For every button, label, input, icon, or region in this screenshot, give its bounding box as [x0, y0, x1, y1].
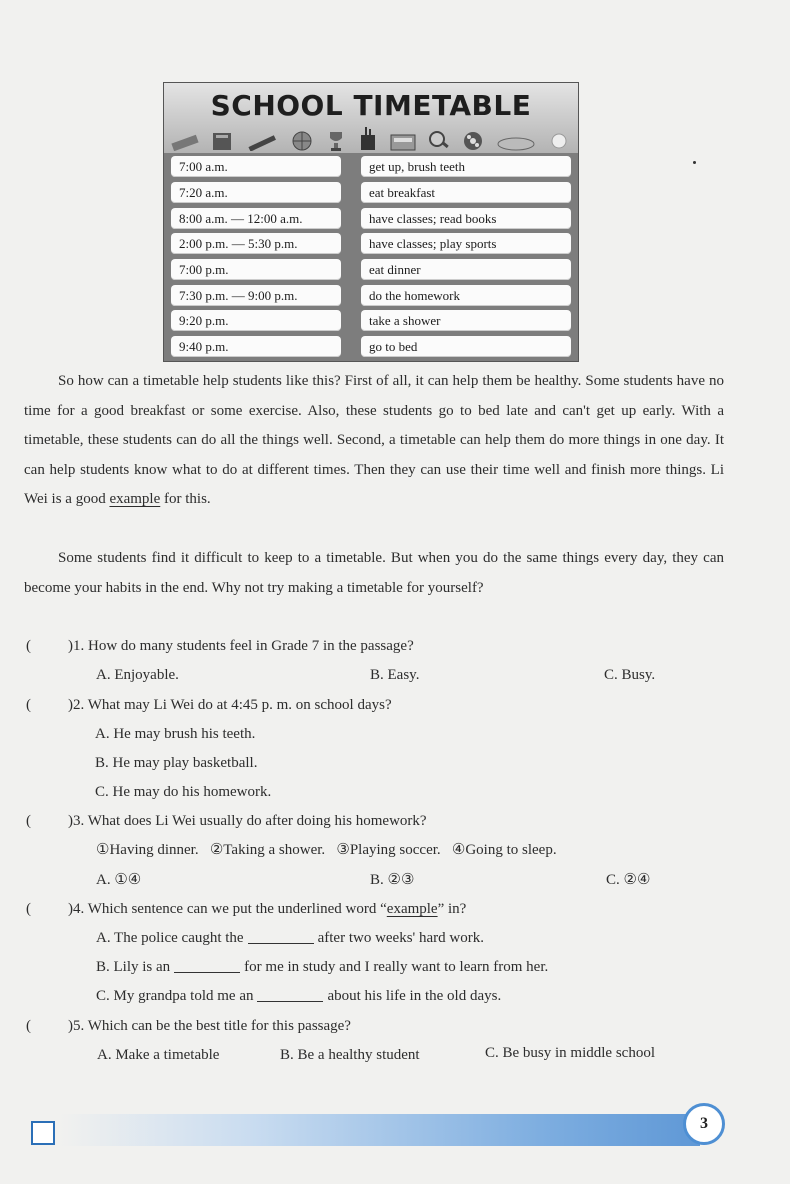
question-text: )5. Which can be the best title for this passage?	[68, 1018, 351, 1034]
activity-cell: do the homework	[361, 285, 571, 306]
option-text: B. Lily is an	[96, 959, 171, 975]
option-text: A. The police caught the	[96, 930, 244, 946]
question-text: )3. What does Li Wei usually do after doing his homework?	[68, 813, 427, 829]
question-text-part: )4. Which sentence can we put the underlined word “	[68, 901, 387, 917]
option-a: A. He may brush his teeth.	[95, 726, 256, 742]
option-b: B. Be a healthy student	[280, 1047, 420, 1063]
option-b: B. Easy.	[370, 667, 420, 683]
fill-in-blank	[248, 943, 314, 944]
timetable-row	[171, 257, 573, 283]
time-cell: 7:20 a.m.	[171, 182, 341, 203]
page-number: 3	[683, 1103, 725, 1145]
option-b: B. He may play basketball.	[95, 755, 258, 771]
time-cell: 2:00 p.m. — 5:30 p.m.	[171, 233, 341, 254]
option-b	[96, 957, 548, 977]
paint-brushes-icon	[357, 127, 379, 151]
numbered-items: ①Having dinner. ②Taking a shower. ③Playing soccer. ④Going to sleep.	[96, 842, 557, 858]
underlined-word: example	[386, 901, 438, 917]
underlined-word: example	[109, 491, 161, 508]
passage-paragraph-1	[24, 367, 724, 515]
school-supplies-strip	[170, 127, 572, 151]
timetable-row	[171, 334, 573, 360]
option-b: B. ②③	[370, 872, 415, 888]
option-c: C. ②④	[606, 872, 651, 888]
activity-cell: have classes; play sports	[361, 233, 571, 254]
activity-cell: go to bed	[361, 336, 571, 357]
magnifier-icon	[427, 129, 451, 151]
option-text: for me in study and I really want to learn from her.	[244, 959, 549, 975]
speck	[693, 161, 696, 164]
activity-cell: get up, brush teeth	[361, 156, 571, 177]
fill-in-blank	[257, 1001, 323, 1002]
answer-paren: (	[26, 813, 31, 829]
timetable-rows	[171, 154, 573, 360]
fill-in-blank	[174, 972, 240, 973]
time-cell: 7:00 p.m.	[171, 259, 341, 280]
option-c: C. Busy.	[604, 667, 656, 683]
timetable-row	[171, 154, 573, 180]
timetable-row	[171, 205, 573, 231]
answer-paren: (	[26, 638, 31, 654]
time-cell: 7:00 a.m.	[171, 156, 341, 177]
time-cell: 9:40 p.m.	[171, 336, 341, 357]
time-cell: 9:20 p.m.	[171, 310, 341, 331]
trophy-icon	[325, 129, 347, 151]
ruler-icon	[170, 129, 200, 151]
option-c	[96, 986, 501, 1006]
activity-cell: eat breakfast	[361, 182, 571, 203]
globe-icon	[289, 129, 315, 151]
footer-checkbox-square	[31, 1121, 55, 1145]
tape-icon	[496, 129, 536, 151]
question-text-part: ” in?	[437, 901, 467, 917]
answer-paren: (	[26, 901, 31, 917]
timetable-row	[171, 231, 573, 257]
option-a: A. ①④	[96, 872, 142, 888]
option-text: about his life in the old days.	[327, 988, 502, 1004]
timetable-row	[171, 282, 573, 308]
timetable-title: SCHOOL TIMETABLE	[210, 89, 532, 122]
footer-gradient-band	[60, 1114, 700, 1146]
timetable-row	[171, 180, 573, 206]
pencil-icon	[246, 129, 280, 151]
answer-paren: (	[26, 697, 31, 713]
question-text: )2. What may Li Wei do at 4:45 p. m. on school days?	[68, 697, 392, 713]
activity-cell: take a shower	[361, 310, 571, 331]
calculator-icon	[389, 129, 417, 151]
option-c: C. He may do his homework.	[95, 784, 272, 800]
book-icon	[210, 129, 236, 151]
activity-cell: eat dinner	[361, 259, 571, 280]
activity-cell: have classes; read books	[361, 208, 571, 229]
time-cell: 7:30 p.m. — 9:00 p.m.	[171, 285, 341, 306]
answer-paren: (	[26, 1018, 31, 1034]
paragraph-text: for this.	[160, 491, 211, 508]
timetable-row	[171, 308, 573, 334]
option-text: C. My grandpa told me an	[96, 988, 254, 1004]
option-text: after two weeks' hard work.	[317, 930, 484, 946]
paragraph-text: So how can a timetable help students like this? First of all, it can help them be healthy. Some students have no time for a good breakfast or some exercise. Also, these students go to bed late and can't get up early. With a timetable, these students can do all the things well. Second, a timetable can help them do more things in one day. It can help students know what to do at different times. Then they can use their time well and finish more things. Li Wei is a good	[24, 373, 724, 508]
option-c: C. Be busy in middle school	[485, 1045, 655, 1061]
film-reel-icon	[460, 129, 486, 151]
question-text: )1. How do many students feel in Grade 7 in the passage?	[68, 638, 414, 654]
sun-icon	[546, 129, 572, 151]
time-cell: 8:00 a.m. — 12:00 a.m.	[171, 208, 341, 229]
option-a: A. Make a timetable	[97, 1047, 220, 1063]
question-text	[68, 899, 466, 919]
school-timetable-figure	[163, 82, 579, 362]
timetable-header	[164, 83, 578, 153]
passage-paragraph-2: Some students find it difficult to keep to a timetable. But when you do the same things every day, they can become your habits in the end. Why not try making a timetable for yourself?	[24, 550, 724, 596]
option-a: A. Enjoyable.	[96, 667, 179, 683]
option-a	[96, 928, 484, 948]
